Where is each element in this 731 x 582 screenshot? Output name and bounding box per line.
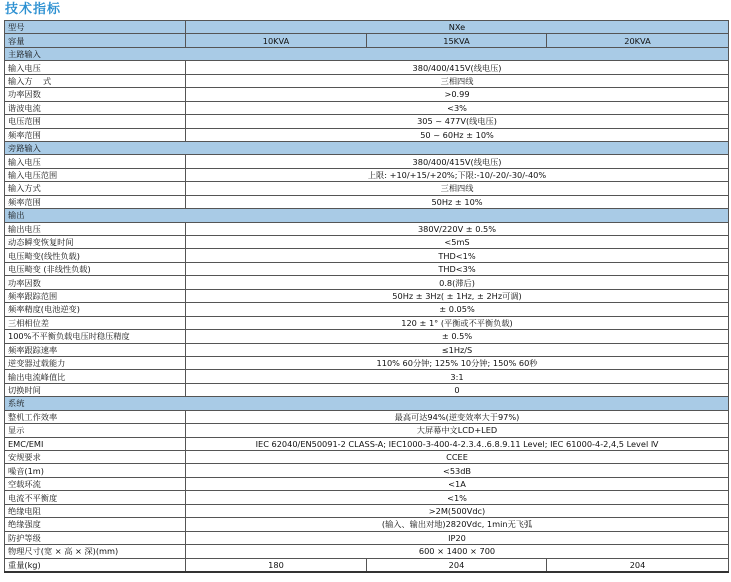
table-row	[5, 128, 729, 141]
row-value: 600 × 1400 × 700	[186, 545, 729, 558]
capacity-10kva: 10KVA	[186, 34, 367, 47]
row-label: 频率跟踪范围	[5, 289, 186, 302]
row-value: 3:1	[186, 370, 729, 383]
weight-label: 重量(kg)	[5, 558, 186, 572]
row-label: 输入方 式	[5, 74, 186, 87]
table-row	[5, 343, 729, 356]
table-row	[5, 531, 729, 544]
weight-row	[5, 558, 729, 572]
row-value: <1A	[186, 477, 729, 490]
section-title: 输出	[5, 209, 729, 222]
row-value: IEC 62040/EN50091-2 CLASS-A; IEC1000-3-400-4-2.3.4..6.8.9.11 Level; IEC 61000-4-2,4,5 Level Ⅳ	[186, 437, 729, 450]
row-label: 100%不平衡负载电压时稳压精度	[5, 330, 186, 343]
table-row	[5, 222, 729, 235]
row-value: 50 ~ 60Hz ± 10%	[186, 128, 729, 141]
row-label: 频率范围	[5, 128, 186, 141]
model-value: NXe	[186, 21, 729, 34]
table-row	[5, 464, 729, 477]
capacity-row	[5, 34, 729, 47]
row-label: 整机工作效率	[5, 410, 186, 423]
row-label: 功率因数	[5, 88, 186, 101]
row-label: 空载环流	[5, 477, 186, 490]
row-label: 物理尺寸(宽 × 高 × 深)(mm)	[5, 545, 186, 558]
spec-table	[4, 20, 729, 573]
section-header	[5, 47, 729, 60]
row-value: >2M(500Vdc)	[186, 504, 729, 517]
row-value: 50Hz ± 10%	[186, 195, 729, 208]
table-row	[5, 101, 729, 114]
row-value: 305 ~ 477V(线电压)	[186, 115, 729, 128]
row-value: 110% 60分钟; 125% 10分钟; 150% 60秒	[186, 356, 729, 369]
weight-value: 204	[367, 558, 547, 572]
table-row	[5, 195, 729, 208]
table-row	[5, 236, 729, 249]
row-label: EMC/EMI	[5, 437, 186, 450]
row-value: 50Hz ± 3Hz( ± 1Hz, ± 2Hz可调)	[186, 289, 729, 302]
row-label: 动态瞬变恢复时间	[5, 236, 186, 249]
row-label: 切换时间	[5, 383, 186, 396]
row-value: IP20	[186, 531, 729, 544]
table-row	[5, 491, 729, 504]
row-label: 安规要求	[5, 451, 186, 464]
table-row	[5, 61, 729, 74]
row-value: 三相四线	[186, 182, 729, 195]
table-row	[5, 88, 729, 101]
page-title: 技术指标	[5, 2, 62, 17]
table-row	[5, 504, 729, 517]
row-label: 防护等级	[5, 531, 186, 544]
table-row	[5, 356, 729, 369]
table-row	[5, 276, 729, 289]
row-label: 电压畸变 (非线性负载)	[5, 262, 186, 275]
row-value: <53dB	[186, 464, 729, 477]
section-title: 系统	[5, 397, 729, 410]
row-value: <5mS	[186, 236, 729, 249]
row-value: <3%	[186, 101, 729, 114]
table-row	[5, 410, 729, 423]
row-value: >0.99	[186, 88, 729, 101]
row-value: 0	[186, 383, 729, 396]
row-value: (输入、输出对地)2820Vdc, 1min无飞弧	[186, 518, 729, 531]
weight-value: 204	[547, 558, 729, 572]
row-label: 电流不平衡度	[5, 491, 186, 504]
row-label: 三相相位差	[5, 316, 186, 329]
row-value: ± 0.5%	[186, 330, 729, 343]
model-row	[5, 21, 729, 34]
row-label: 输出电流峰值比	[5, 370, 186, 383]
row-label: 显示	[5, 424, 186, 437]
table-row	[5, 289, 729, 302]
table-row	[5, 168, 729, 181]
table-row	[5, 545, 729, 558]
section-header	[5, 397, 729, 410]
row-value: ≤1Hz/S	[186, 343, 729, 356]
table-row	[5, 424, 729, 437]
section-header	[5, 209, 729, 222]
table-row	[5, 518, 729, 531]
row-value: 上限: +10/+15/+20%;下限:-10/-20/-30/-40%	[186, 168, 729, 181]
weight-value: 180	[186, 558, 367, 572]
table-row	[5, 451, 729, 464]
capacity-15kva: 15KVA	[367, 34, 547, 47]
table-row	[5, 74, 729, 87]
capacity-20kva: 20KVA	[547, 34, 729, 47]
row-label: 绝缘强度	[5, 518, 186, 531]
section-title: 旁路输入	[5, 141, 729, 154]
row-label: 输入电压	[5, 155, 186, 168]
model-label: 型号	[5, 21, 186, 34]
row-label: 频率精度(电池逆变)	[5, 303, 186, 316]
table-row	[5, 303, 729, 316]
table-row	[5, 330, 729, 343]
row-value: 0.8(滞后)	[186, 276, 729, 289]
row-value: 大屏幕中文LCD+LED	[186, 424, 729, 437]
row-label: 输入电压范围	[5, 168, 186, 181]
table-row	[5, 115, 729, 128]
section-header	[5, 141, 729, 154]
table-row	[5, 249, 729, 262]
row-label: 噪音(1m)	[5, 464, 186, 477]
table-row	[5, 477, 729, 490]
capacity-label: 容量	[5, 34, 186, 47]
row-value: ± 0.05%	[186, 303, 729, 316]
table-row	[5, 383, 729, 396]
row-value: 380V/220V ± 0.5%	[186, 222, 729, 235]
row-label: 电压范围	[5, 115, 186, 128]
row-label: 输入方式	[5, 182, 186, 195]
row-value: 120 ± 1° (平衡或不平衡负载)	[186, 316, 729, 329]
table-row	[5, 182, 729, 195]
table-row	[5, 316, 729, 329]
row-value: 三相四线	[186, 74, 729, 87]
row-label: 输出电压	[5, 222, 186, 235]
table-row	[5, 262, 729, 275]
table-row	[5, 155, 729, 168]
row-label: 频率范围	[5, 195, 186, 208]
row-label: 频率跟踪速率	[5, 343, 186, 356]
row-value: 380/400/415V(线电压)	[186, 155, 729, 168]
row-value: 380/400/415V(线电压)	[186, 61, 729, 74]
table-row	[5, 370, 729, 383]
section-title: 主路输入	[5, 47, 729, 60]
row-label: 逆变器过载能力	[5, 356, 186, 369]
table-row	[5, 437, 729, 450]
row-label: 输入电压	[5, 61, 186, 74]
row-value: CCEE	[186, 451, 729, 464]
row-label: 功率因数	[5, 276, 186, 289]
row-label: 谐波电流	[5, 101, 186, 114]
row-label: 绝缘电阻	[5, 504, 186, 517]
row-label: 电压畸变(线性负载)	[5, 249, 186, 262]
row-value: THD<1%	[186, 249, 729, 262]
row-value: THD<3%	[186, 262, 729, 275]
row-value: 最高可达94%(逆变效率大于97%)	[186, 410, 729, 423]
row-value: <1%	[186, 491, 729, 504]
